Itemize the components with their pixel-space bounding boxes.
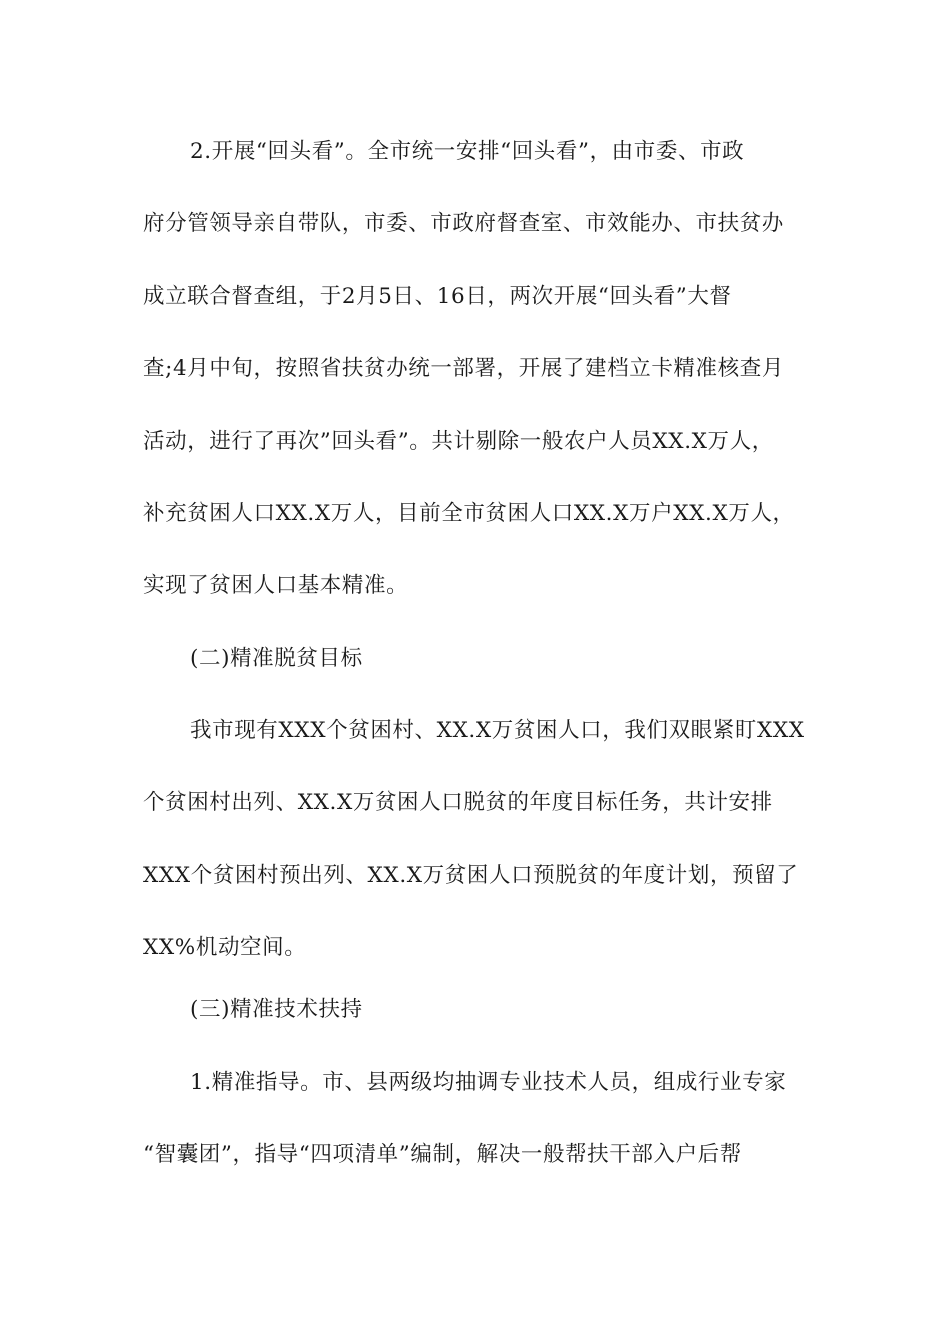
paragraph-line-6: 补充贫困人口XX.X万人，目前全市贫困人口XX.X万户XX.X万人， [143,501,795,526]
paragraph-line-10: XXX个贫困村预出列、XX.X万贫困人口预脱贫的年度计划，预留了 [143,863,799,888]
paragraph-line-9: 个贫困村出列、XX.X万贫困人口脱贫的年度目标任务，共计安排 [143,790,773,815]
paragraph-line-5: 活动，进行了再次”回头看”。共计剔除一般农户人员XX.X万人， [143,429,774,454]
paragraph-line-11: XX%机动空间。 [143,935,307,960]
paragraph-line-13: “智囊团”，指导“四项清单”编制，解决一般帮扶干部入户后帮 [143,1142,742,1167]
section-heading-2: (二)精准脱贫目标 [190,646,363,671]
paragraph-line-3: 成立联合督查组，于2月5日、16日，两次开展“回头看”大督 [143,284,732,309]
paragraph-line-1: 2.开展“回头看”。全市统一安排“回头看”，由市委、市政 [190,139,745,164]
paragraph-line-8: 我市现有XXX个贫困村、XX.X万贫困人口，我们双眼紧盯XXX [190,718,805,743]
section-heading-3: (三)精准技术扶持 [190,997,363,1022]
paragraph-line-4: 查;4月中旬，按照省扶贫办统一部署，开展了建档立卡精准核查月 [143,356,784,381]
paragraph-line-7: 实现了贫困人口基本精准。 [143,573,409,598]
paragraph-line-2: 府分管领导亲自带队，市委、市政府督查室、市效能办、市扶贫办 [143,211,784,236]
paragraph-line-12: 1.精准指导。市、县两级均抽调专业技术人员，组成行业专家 [190,1070,787,1095]
